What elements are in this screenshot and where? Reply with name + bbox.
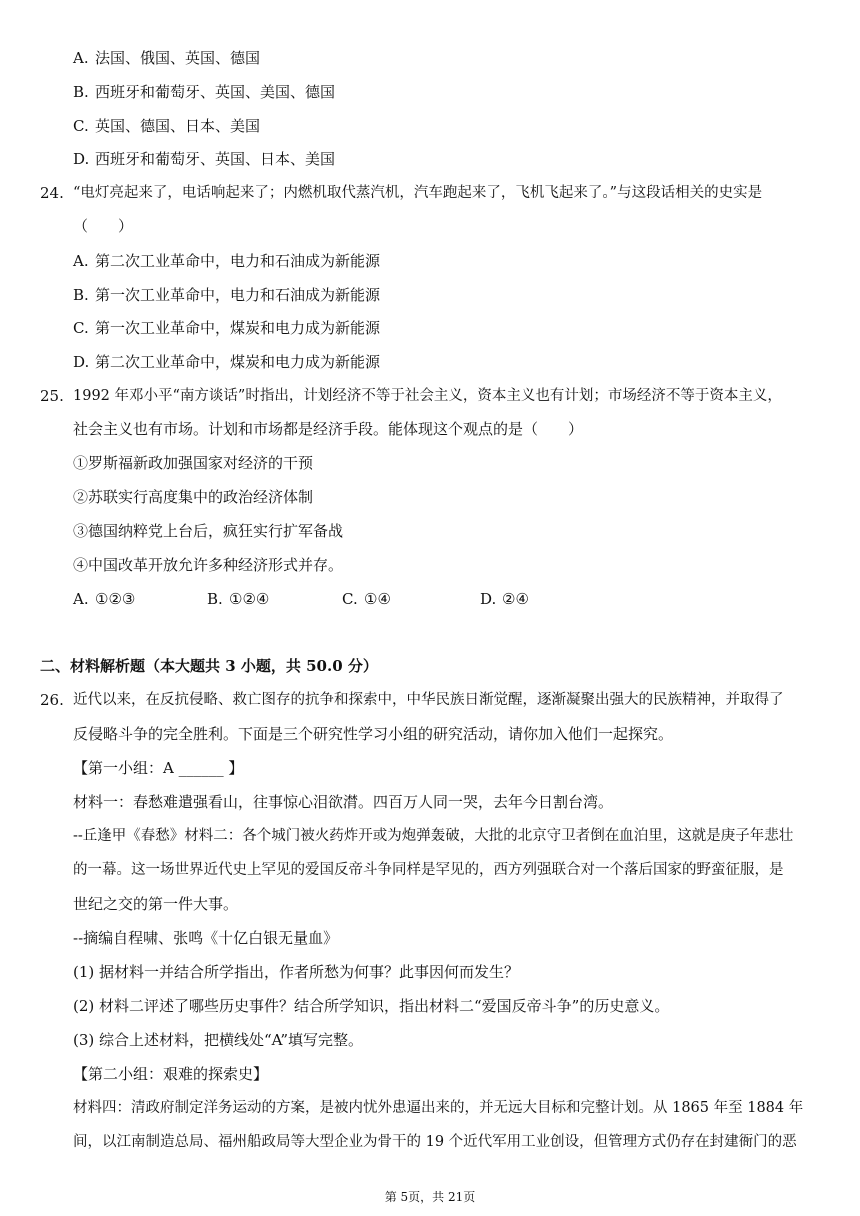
q26-group1-heading: 【第一小组：A ______ 】	[73, 759, 244, 777]
q24-option-a	[73, 251, 380, 271]
q24-stem-line1: “电灯亮起来了，电话响起来了；内燃机取代蒸汽机，汽车跑起来了，飞机飞起来了。”与这段话相关的史实是	[73, 185, 763, 201]
option-letter: D.	[480, 590, 497, 608]
q26-number: 26.	[40, 691, 64, 709]
q26-material4-line: 间，以江南制造总局、福州船政局等大型企业为骨干的 19 个近代军用工业创设，但管理方式仍存在封建衙门的恶	[73, 1134, 797, 1150]
q25-item-4: ④中国改革开放允许多种经济形式并存。	[73, 556, 344, 574]
option-text: ①②③	[95, 590, 136, 608]
q23-option-a	[73, 48, 260, 68]
option-text: 第一次工业革命中，电力和石油成为新能源	[95, 286, 381, 304]
q25-number: 25.	[40, 387, 64, 405]
q23-option-c	[73, 116, 260, 136]
q25-option-c	[342, 589, 391, 609]
q25-item-1: ①罗斯福新政加强国家对经济的干预	[73, 454, 314, 472]
q26-line: 反侵略斗争的完全胜利。下面是三个研究性学习小组的研究活动，请你加入他们一起探究。	[73, 725, 674, 743]
q25-stem-line1: 1992 年邓小平“南方谈话”时指出，计划经济不等于社会主义，资本主义也有计划；市场经济不等于资本主义，	[73, 388, 782, 404]
q26-question-2: (2) 材料二评述了哪些历史事件？结合所学知识，指出材料二“爱国反帝斗争”的历史意义。	[73, 997, 670, 1015]
option-letter: B.	[73, 286, 89, 304]
option-text: ②④	[502, 590, 529, 608]
q25-item-3: ③德国纳粹党上台后，疯狂实行扩军备战	[73, 522, 344, 540]
option-text: 法国、俄国、英国、德国	[95, 49, 261, 67]
option-text: 第二次工业革命中，电力和石油成为新能源	[95, 252, 381, 270]
option-letter: B.	[207, 590, 223, 608]
q26-question-1: (1) 据材料一并结合所学指出，作者所愁为何事？此事因何而发生？	[73, 963, 520, 981]
q25-option-b	[207, 589, 269, 609]
option-text: ①②④	[229, 590, 270, 608]
option-letter: A.	[73, 590, 89, 608]
q23-option-b	[73, 82, 335, 102]
option-letter: D.	[73, 353, 90, 371]
q24-option-b	[73, 285, 380, 305]
q24-number: 24.	[40, 184, 64, 202]
q24-stem-line2: （ ）	[73, 217, 134, 235]
option-text: 英国、德国、日本、美国	[95, 117, 261, 135]
section-heading: 二、材料解析题（本大题共 3 小题，共 50.0 分）	[40, 657, 378, 675]
q25-stem-line2: 社会主义也有市场。计划和市场都是经济手段。能体现这个观点的是（ ）	[73, 420, 584, 438]
q23-option-d	[73, 149, 335, 169]
option-text: 第二次工业革命中，煤炭和电力成为新能源	[95, 353, 381, 371]
option-text: 第一次工业革命中，煤炭和电力成为新能源	[95, 319, 381, 337]
q26-line: 近代以来，在反抗侵略、救亡图存的抗争和探索中，中华民族日渐觉醒，逐渐凝聚出强大的民族精神，并取得了	[73, 692, 784, 708]
q26-material2-line: 的一幕。这一场世界近代史上罕见的爱国反帝斗争同样是罕见的，西方列强联合对一个落后国家的野蛮征服，是	[73, 862, 784, 878]
q26-material1: 材料一：春愁难遣强看山，往事惊心泪欲潸。四百万人同一哭，去年今日割台湾。	[73, 793, 614, 811]
q26-group2-heading: 【第二小组：艰难的探索史】	[73, 1065, 269, 1083]
q26-material2-line: 世纪之交的第一件大事。	[73, 895, 239, 913]
q25-option-d	[480, 589, 529, 609]
option-letter: D.	[73, 150, 90, 168]
option-letter: C.	[73, 319, 89, 337]
q26-question-3: (3) 综合上述材料，把横线处“A”填写完整。	[73, 1031, 363, 1049]
q26-material2-line: --丘逢甲《春愁》材料二：各个城门被火药炸开或为炮弹轰破，大批的北京守卫者倒在血泊里，这就是庚子年悲壮	[73, 828, 794, 844]
page-footer: 第 5页，共 21页	[384, 1190, 476, 1204]
q25-option-a	[73, 589, 135, 609]
option-letter: A.	[73, 252, 89, 270]
q24-option-c	[73, 318, 380, 338]
option-letter: C.	[342, 590, 358, 608]
option-text: 西班牙和葡萄牙、英国、美国、德国	[95, 83, 336, 101]
option-letter: C.	[73, 117, 89, 135]
q26-source: --摘编自程啸、张鸣《十亿白银无量血》	[73, 929, 339, 947]
q24-option-d	[73, 352, 380, 372]
option-letter: A.	[73, 49, 89, 67]
option-letter: B.	[73, 83, 89, 101]
option-text: 西班牙和葡萄牙、英国、日本、美国	[95, 150, 336, 168]
q25-item-2: ②苏联实行高度集中的政治经济体制	[73, 488, 314, 506]
option-text: ①④	[364, 590, 391, 608]
q26-material4-line: 材料四：清政府制定洋务运动的方案，是被内忧外患逼出来的，并无远大目标和完整计划。从 1865 年至 1884 年	[73, 1100, 804, 1116]
